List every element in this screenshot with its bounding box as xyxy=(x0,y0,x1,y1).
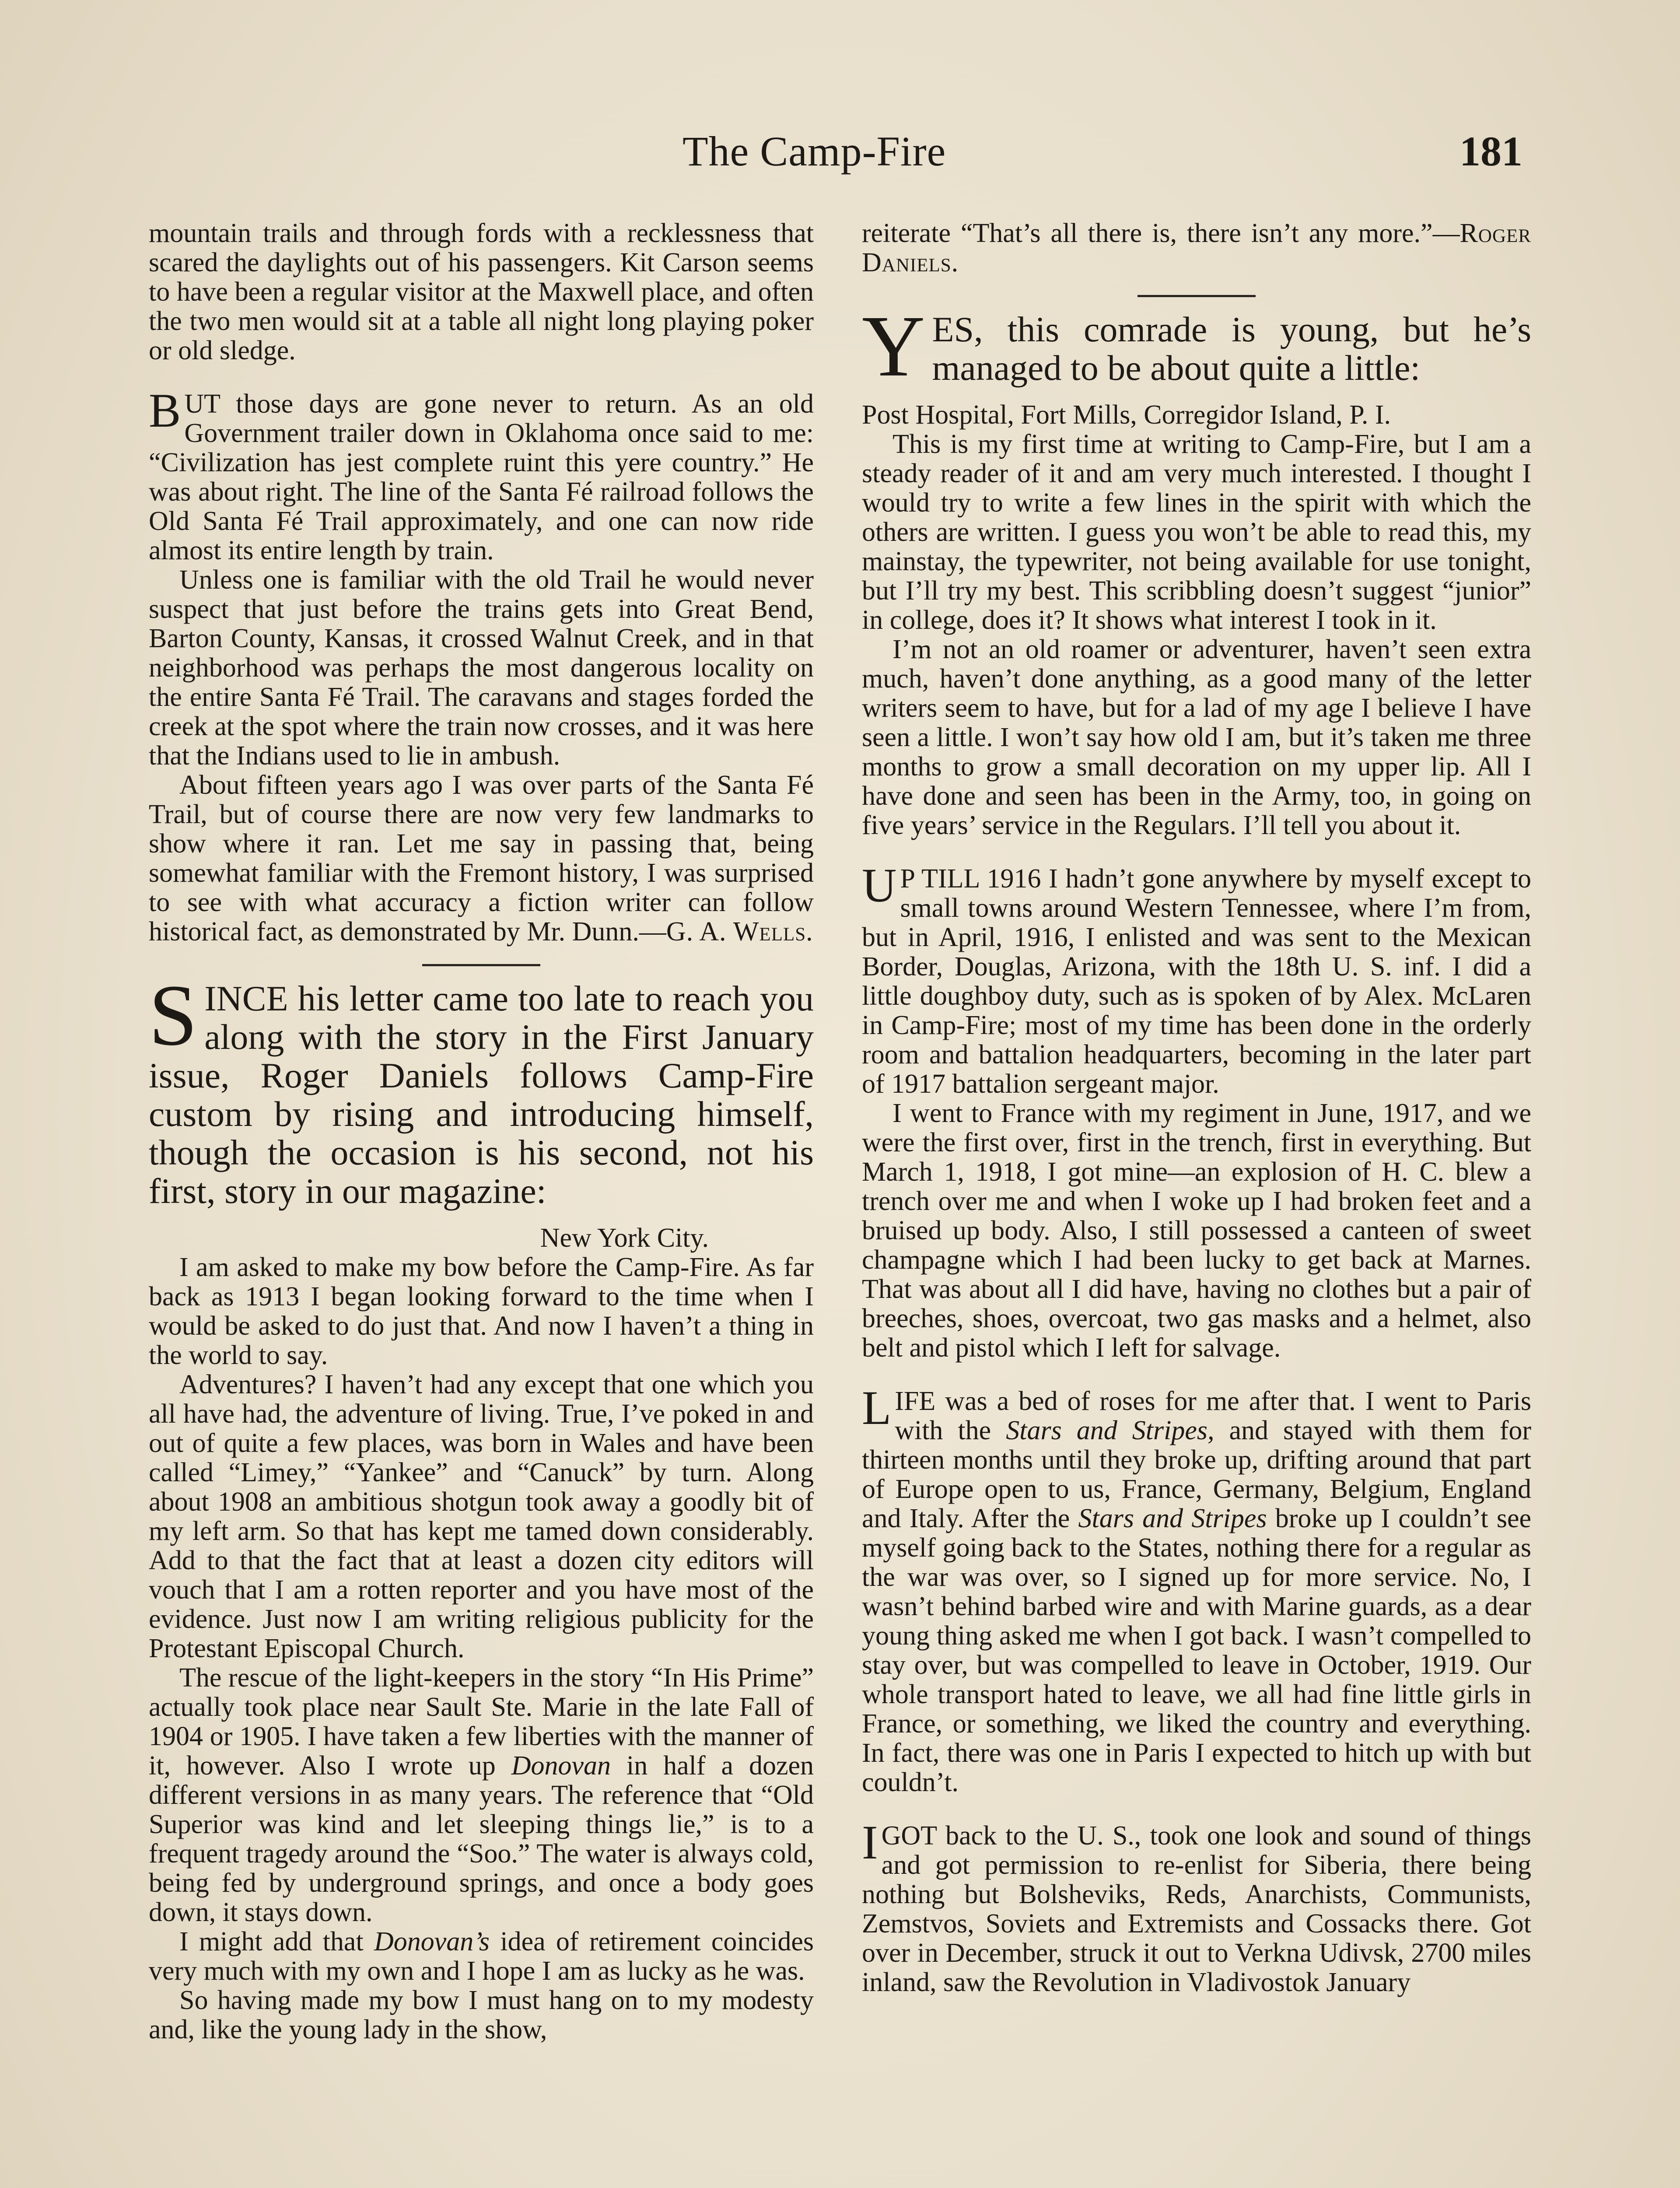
paragraph: I’m not an old roamer or adventurer, haven’t seen extra much, haven’t done anything, as a good many of the letter writers seem to have, but for a lad of my age I believe I have seen a little. I won’t say how old I am, but it’s taken me three months to grow a small decoration on my upper lip. All I have done and seen has been in the Army, too, in going on five years’ service in the Regulars. I’ll tell you about it. xyxy=(862,635,1531,840)
initial-letter: I xyxy=(862,1816,878,1869)
paragraph: So having made my bow I must hang on to my modesty and, like the young lady in the show, xyxy=(149,1985,814,2044)
drop-cap: S xyxy=(149,967,198,1064)
paragraph: This is my first time at writing to Camp-Fire, but I am a steady reader of it and am very much interested. I thought I would try to write a few lines in the spirit with which the others are written. I guess you won’t be able to read this, my mainstay, the typewriter, not being available for use tonight, but I’ll try my best. This scribbling doesn’t suggest “junior” in college, does it? It shows what interest I took in it. xyxy=(862,429,1531,635)
paragraph: About fifteen years ago I was over parts of the Santa Fé Trail, but of course there are now very few landmarks to show where it ran. Let me say in passing that, being somewhat familiar with the Fremont history, I was surprised to see with what accuracy a fiction writer can follow historical fact, as demonstrated by Mr. Dunn.—G. A. Wells. xyxy=(149,770,814,947)
page-number: 181 xyxy=(1460,128,1522,175)
paragraph: I am asked to make my bow before the Camp-Fire. As far back as 1913 I began looking forward to the time when I would be asked to do just that. And now I haven’t a thing in the world to say. xyxy=(149,1252,814,1370)
paragraph: Adventures? I haven’t had any except that one which you all have had, the adventure of living. True, I’ve poked in and out of quite a few places, was born in Wales and have been called “Limey,” “Yankee” and “Canuck” by turn. Along about 1908 an ambitious shotgun took away a goodly bit of my left arm. So that has kept me tamed down considerably. Add to that the fact that at least a dozen city editors will vouch that I am a rotten reporter and you have most of the evidence. Just now I am writing religious publicity for the Protestant Episcopal Church. xyxy=(149,1370,814,1663)
paragraph: Unless one is familiar with the old Trail he would never suspect that just before the trains gets into Great Bend, Barton County, Kansas, it crossed Walnut Creek, and in that neighborhood was perhaps the most dangerous locality on the entire Santa Fé Trail. The caravans and stages forded the creek at the spot where the train now crosses, and it was here that the Indians used to lie in ambush. xyxy=(149,565,814,771)
paragraph: I went to France with my regiment in June, 1917, and we were the first over, first in the trench, first in everything. But March 1, 1918, I got mine—an explosion of H. C. blew a trench over me and when I woke up I had broken feet and a bruised up body. Also, I still possessed a canteen of sweet champagne which I had been lucky to get back at Marnes. That was about all I did have, having no clothes but a pair of breeches, shoes, overcoat, two gas masks and a helmet, also belt and pistol which I left for salvage. xyxy=(862,1098,1531,1363)
initial-letter: L xyxy=(862,1381,892,1434)
section-intro: SINCE his letter came too late to reach you along with the story in the First January issue, Roger Daniels follows Camp-Fire custom by rising and introducing himself, though the occasion is his second, not his first, story in our magazine: xyxy=(149,967,814,1211)
paragraph: I might add that Donovan’s idea of retirement coincides very much with my own and I hope I am as lucky as he was. xyxy=(149,1927,814,1986)
paragraph: reiterate “That’s all there is, there isn’t any more.”—Roger Daniels. xyxy=(862,219,1531,277)
initial-letter: U xyxy=(862,859,897,912)
signature: Roger Daniels. xyxy=(862,219,1531,277)
letter-dateline: Post Hospital, Fort Mills, Corregidor Island, P. I. xyxy=(862,400,1391,430)
section-divider xyxy=(422,964,540,966)
drop-cap: Y xyxy=(862,298,925,395)
left-column xyxy=(149,219,814,2188)
signature: G. A. Wells. xyxy=(666,917,813,947)
section-intro: YES, this comrade is young, but he’s managed to be about quite a little: xyxy=(862,298,1531,395)
section-divider xyxy=(1138,295,1256,297)
right-column xyxy=(862,219,1531,2188)
paragraph: U P TILL 1916 I hadn’t gone anywhere by myself except to small towns around Western Tennessee, where I’m from, but in April, 1916, I enlisted and was sent to the Mexican Border, Douglas, Arizona, with the 18th U. S. inf. I did a little doughboy duty, such as is spoken of by Alex. McLaren in Camp-Fire; most of my time has been done in the orderly room and battalion headquarters, becoming in the later part of 1917 battalion sergeant major. xyxy=(862,859,1531,1099)
paragraph: LIFE was a bed of roses for me after that. I went to Paris with the Stars and Stripes, and stayed with them for thirteen months until they broke up, drifting around that part of Europe open to us, France, Germany, Belgium, England and Italy. After the Stars and Stripes broke up I couldn’t see myself going back to the States, nothing there for a regular as the war was over, so I signed up for more service. No, I wasn’t behind barbed wire and with Marine guards, as a dear young thing asked me when I got back. I wasn’t compelled to stay over, but was compelled to leave in October, 1919. Our whole transport hated to leave, we all had fine little girls in France, or something, we liked the country and everything. In fact, there was one in Paris I expected to hitch up with but couldn’t. xyxy=(862,1381,1531,1797)
paragraph: mountain trails and through fords with a recklessness that scared the daylights out of his passengers. Kit Carson seems to have been a regular visitor at the Maxwell place, and often the two men would sit at a table all night long playing poker or old sledge. xyxy=(149,219,814,365)
letter-dateline: New York City. xyxy=(540,1223,709,1253)
paragraph: IGOT back to the U. S., took one look and sound of things and got permission to re-enlist for Siberia, there being nothing but Bolsheviks, Reds, Anarchists, Communists, Zemstvos, Soviets and Extremists and Cossacks there. Got over in December, struck it out to Verkna Udivsk, 2700 miles inland, saw the Revolution in Vladivostok January xyxy=(862,1816,1531,1997)
running-title: The Camp-Fire xyxy=(682,128,946,175)
paragraph: The rescue of the light-keepers in the story “In His Prime” actually took place near Sault Ste. Marie in the late Fall of 1904 or 1905. I have taken a few liberties with the manner of it, however. Also I wrote up Donovan in half a dozen different versions in as many years. The reference that “Old Superior was kind and let sleeping things lie,” is to a frequent tragedy around the “Soo.” The water is always cold, being fed by underground springs, and once a body goes down, it stays down. xyxy=(149,1663,814,1927)
page-header xyxy=(682,127,1522,175)
initial-letter: B xyxy=(149,384,181,437)
paragraph: BUT those days are gone never to return. As an old Government trailer down in Oklahoma once said to me: “Civilization has jest complete ruint this yere country.” He was about right. The line of the Santa Fé railroad follows the Old Santa Fé Trail approximately, and one can now ride almost its entire length by train. xyxy=(149,384,814,565)
